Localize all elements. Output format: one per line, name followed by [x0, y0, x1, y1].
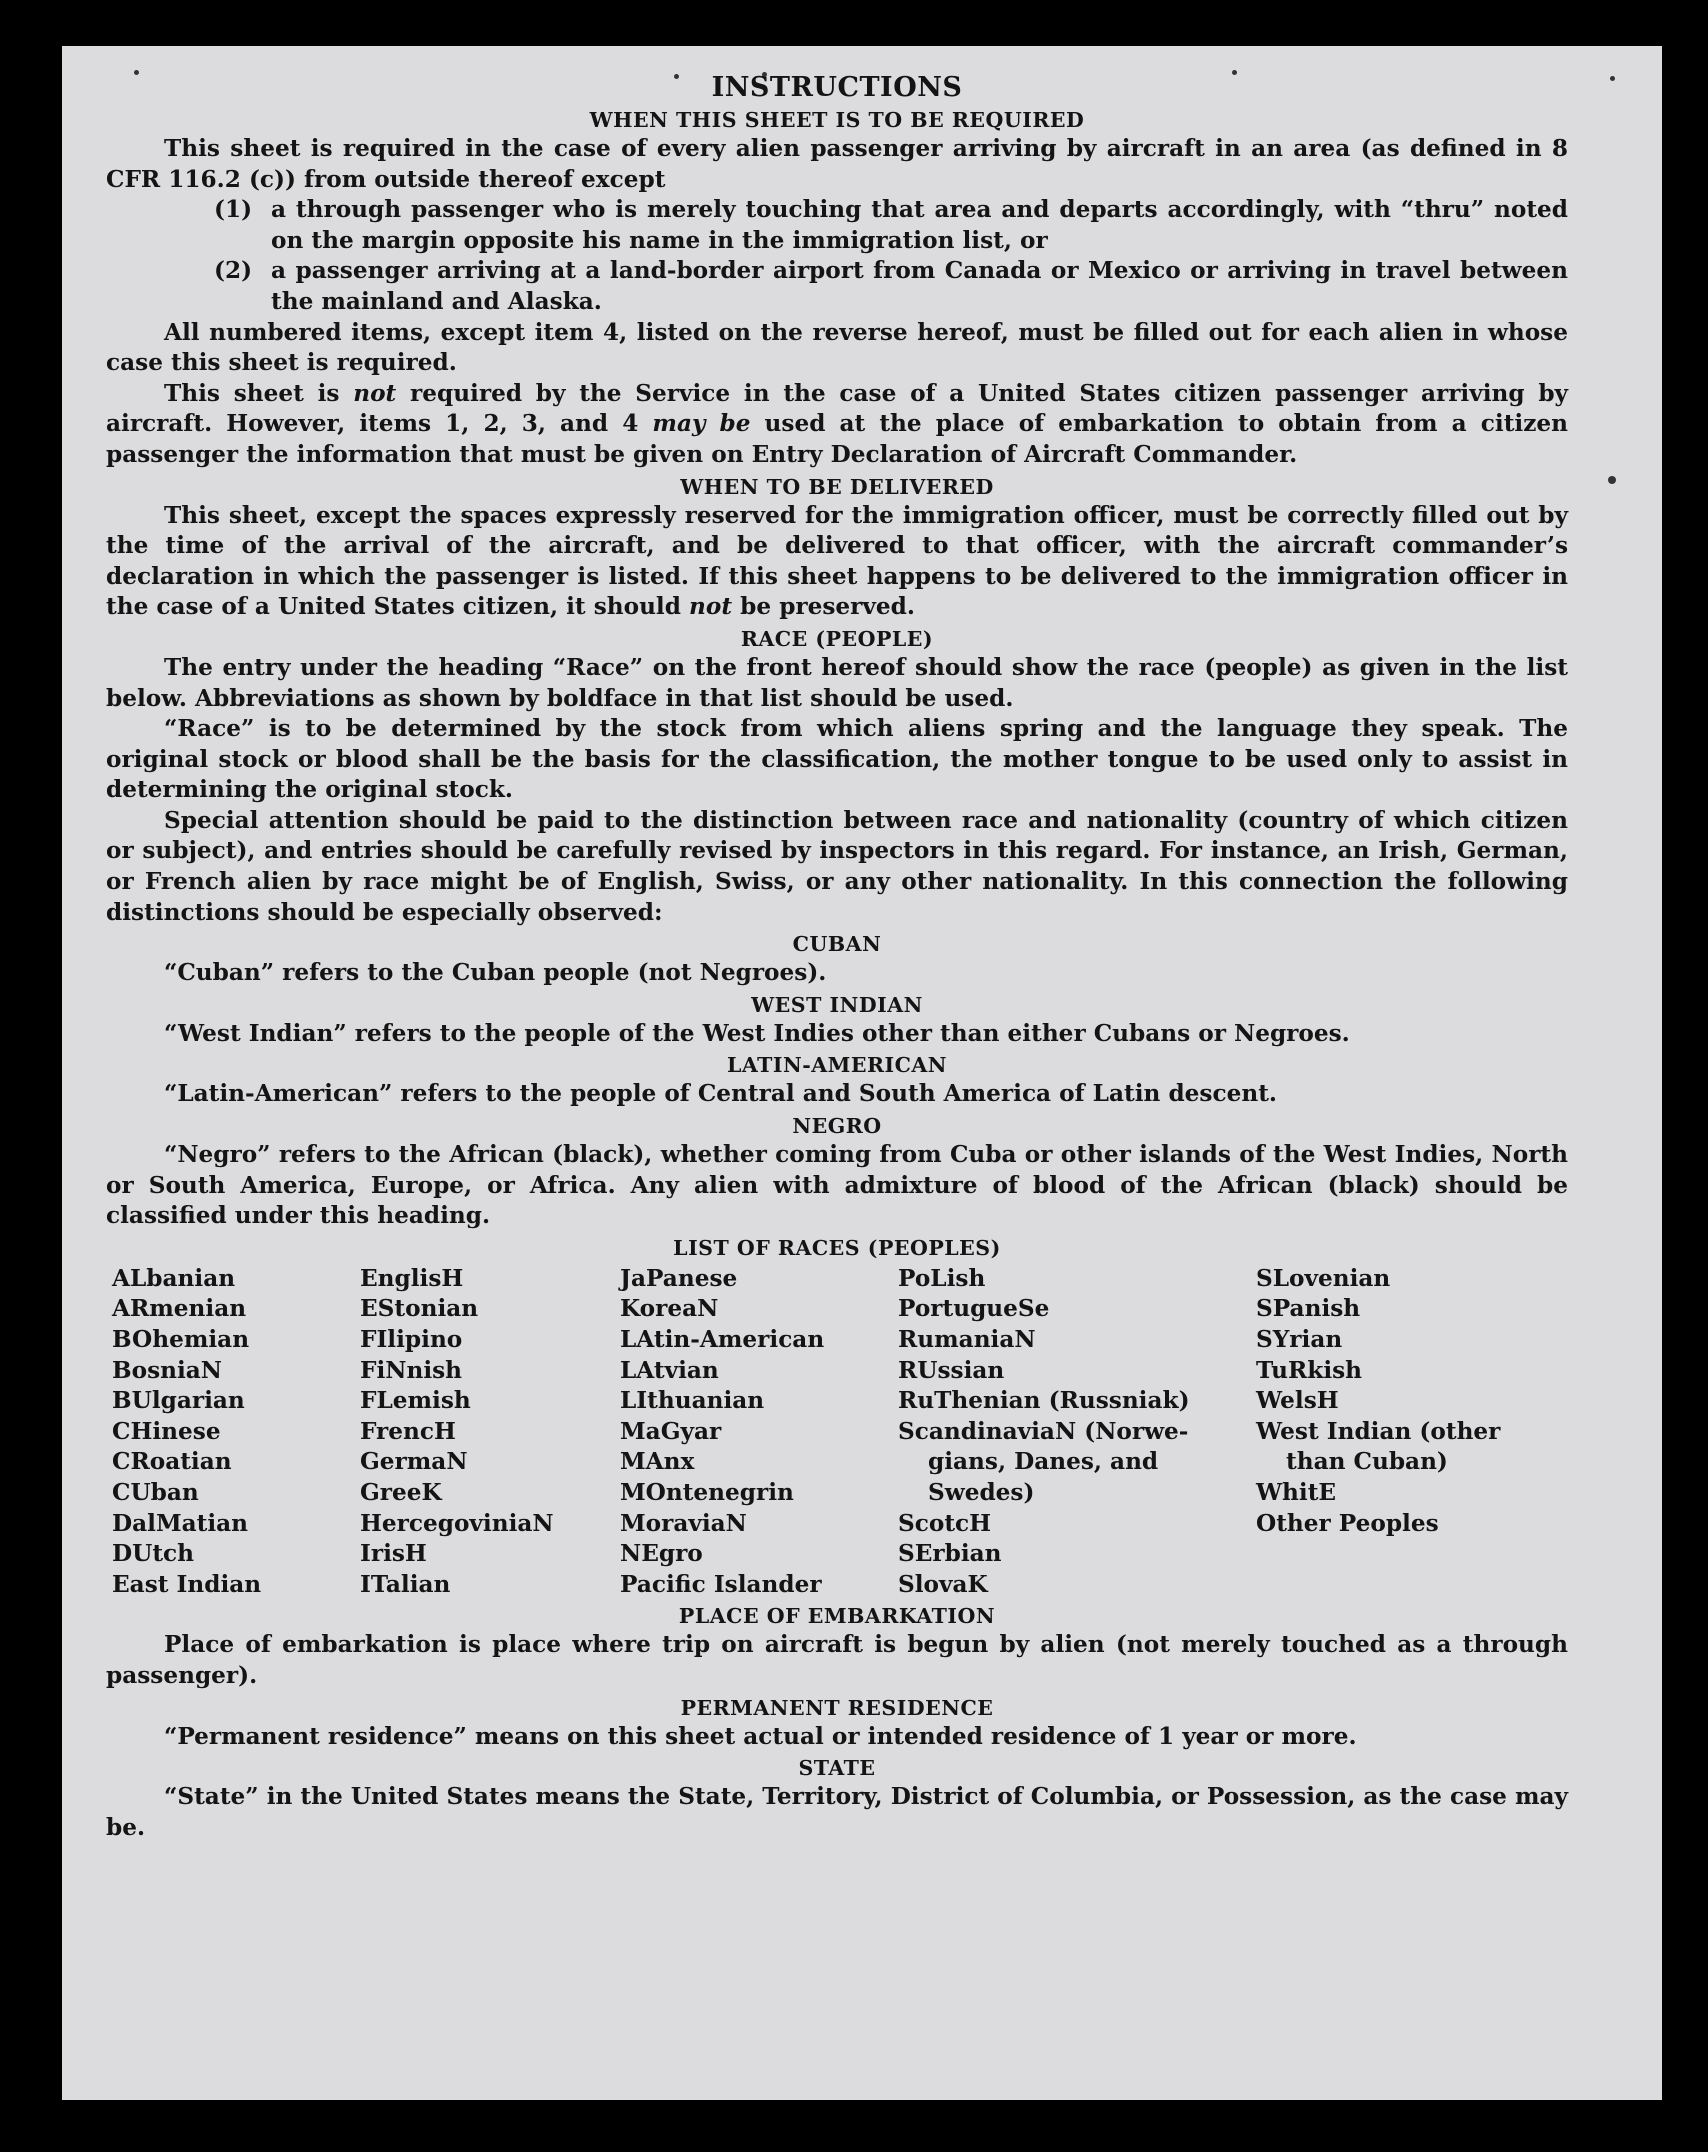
race-entry: KoreaN: [620, 1295, 719, 1323]
text-run: This sheet is: [164, 379, 354, 407]
race-entry: ScandinaviaN (Norwe-: [898, 1417, 1189, 1445]
race-entry: TuRkish: [1256, 1356, 1363, 1384]
race-entry: WhitE: [1256, 1478, 1337, 1506]
race-entry: FrencH: [360, 1417, 456, 1445]
race-entry: NEgro: [620, 1540, 703, 1568]
race-entry: MOntenegrin: [620, 1478, 794, 1506]
race-entry: WelsH: [1256, 1387, 1339, 1415]
heading-required: WHEN THIS SHEET IS TO BE REQUIRED: [589, 108, 1085, 132]
text-run: used at the place of embarkation to obtain from a citizen passenger the information that must be given on Entry Declaration of Aircraft Commander.: [106, 410, 1568, 468]
race-entry: IrisH: [360, 1540, 427, 1568]
races-group: [1256, 1478, 1568, 1539]
heading-embarkation: PLACE OF EMBARKATION: [678, 1604, 996, 1629]
races-column-4: [898, 1264, 1256, 1601]
race-paragraph-3: Special attention should be paid to the distinction between race and nationality (country of which citizen or subject), and entries should be carefully revised by inspectors in this regard. For instance, an Irish, German, or French alien by race might be of English, Swiss, or any other nationality. In this connection the following distinctions should be especially observed:: [106, 806, 1568, 926]
race-entry: than Cuban): [1286, 1448, 1448, 1476]
race-entry: MoraviaN: [620, 1509, 747, 1537]
race-entry: East Indian: [112, 1570, 262, 1598]
race-entry: RUssian: [898, 1356, 1005, 1384]
embarkation-text: Place of embarkation is place where trip on aircraft is begun by alien (not merely touched as a through passenger).: [106, 1631, 1568, 1689]
emphasis-not: not: [689, 593, 733, 621]
emphasis-not: not: [353, 379, 397, 407]
race-entry: MaGyar: [620, 1417, 722, 1445]
race-entry: PortugueSe: [898, 1295, 1050, 1323]
text-run: This sheet, except the spaces expressly reserved for the immigration officer, must be correctly filled out by the time of the arrival of the aircraft, and be delivered to that officer, with the aircraft commander’s declaration in which the passenger is listed. If this sheet happens to be delivered to the immigration officer in the case of a United States citizen, it should: [106, 501, 1568, 621]
race-entry: BosniaN: [112, 1356, 223, 1384]
race-entry: EStonian: [360, 1295, 479, 1323]
citizen-paragraph: [106, 379, 1568, 471]
race-entry: CRoatian: [112, 1448, 232, 1476]
heading-delivered: WHEN TO BE DELIVERED: [680, 474, 994, 499]
race-entry: CUban: [112, 1478, 199, 1506]
state-text: “State” in the United States means the State, Territory, District of Columbia, or Possession, as the case may be.: [106, 1783, 1569, 1841]
exception-item-2: [106, 256, 1568, 317]
latin-american-text: “Latin-American” refers to the people of Central and South America of Latin descent.: [164, 1080, 1277, 1108]
races-list: [106, 1264, 1568, 1601]
race-entry: LAtin-American: [620, 1326, 825, 1353]
speck: [1608, 476, 1616, 484]
races-group: [898, 1509, 1256, 1601]
heading-permanent-residence: PERMANENT RESIDENCE: [680, 1695, 994, 1720]
races-column-2: [360, 1264, 620, 1601]
race-entry: ScotcH: [898, 1509, 992, 1537]
heading-list-of-races: LIST OF RACES (PEOPLES): [673, 1235, 1001, 1260]
permanent-residence-text: “Permanent residence” means on this sheet actual or intended residence of 1 year or more.: [164, 1722, 1357, 1750]
numbered-items-paragraph: All numbered items, except item 4, listed on the reverse hereof, must be filled out for each alien in whose case this sheet is required.: [106, 318, 1568, 377]
races-group: [1256, 1264, 1568, 1448]
race-entry: RuThenian (Russniak): [898, 1387, 1190, 1415]
cuban-text: “Cuban” refers to the Cuban people (not Negroes).: [164, 959, 827, 987]
races-group: [898, 1264, 1256, 1448]
heading-race: RACE (PEOPLE): [740, 626, 934, 651]
heading-latin-american: LATIN-AMERICAN: [726, 1053, 948, 1078]
race-entry: DUtch: [112, 1540, 195, 1568]
race-entry: GreeK: [360, 1478, 442, 1506]
race-entry: EnglisH: [360, 1264, 464, 1292]
instructions-content: [106, 72, 1568, 1843]
delivered-paragraph: [106, 501, 1568, 623]
race-entry: ITalian: [360, 1570, 451, 1598]
race-entry: LIthuanian: [620, 1387, 765, 1415]
race-entry: SlovaK: [898, 1570, 988, 1598]
item-text: a passenger arriving at a land-border airport from Canada or Mexico or arriving in travel between the mainland and Alaska.: [271, 257, 1568, 315]
speck: [1610, 76, 1615, 81]
race-entry: SYrian: [1256, 1326, 1343, 1353]
race-entry: FIlipino: [360, 1326, 463, 1353]
text-run: required by the Service in the case of a United States citizen passenger arriving by aircraft. However, items 1, 2, 3, and 4: [106, 379, 1569, 438]
races-column-3: [620, 1264, 898, 1601]
race-entry: LAtvian: [620, 1356, 719, 1384]
race-entry: GermaN: [360, 1448, 468, 1476]
heading-negro: NEGRO: [792, 1114, 882, 1139]
race-entry: BUlgarian: [112, 1387, 245, 1415]
page-title: INSTRUCTIONS: [711, 72, 963, 103]
races-column-1: [106, 1264, 360, 1601]
race-entry: SErbian: [898, 1540, 1002, 1568]
races-column-5: [1256, 1264, 1568, 1601]
race-paragraph-2: “Race” is to be determined by the stock from which aliens spring and the language they speak. The original stock or blood shall be the basis for the classification, the mother tongue to be used only to assist in determining the original stock.: [106, 715, 1568, 804]
race-entry: CHinese: [112, 1417, 221, 1445]
west-indian-text: “West Indian” refers to the people of the West Indies other than either Cubans or Negroes.: [164, 1019, 1350, 1047]
race-entry: ARmenian: [112, 1295, 247, 1323]
race-entry: West Indian (other: [1256, 1417, 1501, 1445]
emphasis-may-be: may be: [652, 410, 751, 438]
race-entry: FLemish: [360, 1387, 471, 1415]
negro-text: “Negro” refers to the African (black), whether coming from Cuba or other islands of the West Indies, North or South America, Europe, or Africa. Any alien with admixture of blood of the African (black) should be classified under this heading.: [106, 1141, 1568, 1230]
heading-west-indian: WEST INDIAN: [751, 992, 923, 1017]
race-entry: Pacific Islander: [620, 1570, 822, 1598]
race-entry: ALbanian: [112, 1264, 236, 1292]
heading-cuban: CUBAN: [792, 932, 882, 957]
races-continuation: [1256, 1447, 1568, 1478]
race-entry: DalMatian: [112, 1509, 249, 1537]
required-intro: This sheet is required in the case of every alien passenger arriving by aircraft in an area (as defined in 8 CFR 116.2 (c)) from outside thereof except: [106, 135, 1568, 193]
race-entry: MAnx: [620, 1448, 695, 1476]
exception-item-1: [106, 195, 1568, 256]
race-paragraph-1: The entry under the heading “Race” on the front hereof should show the race (people) as given in the list below. Abbreviations as shown by boldface in that list should be used.: [106, 653, 1568, 712]
race-entry: gians, Danes, and: [928, 1448, 1159, 1476]
race-entry: JaPanese: [620, 1264, 738, 1292]
text-run: be preserved.: [732, 593, 915, 621]
race-entry: SPanish: [1256, 1295, 1361, 1323]
race-entry: FiNnish: [360, 1356, 463, 1384]
heading-state: STATE: [798, 1756, 876, 1781]
race-entry: BOhemian: [112, 1326, 250, 1353]
race-entry: Other Peoples: [1256, 1509, 1439, 1537]
race-entry: HercegoviniaN: [360, 1509, 554, 1537]
item-number: (1): [214, 196, 253, 224]
race-entry: SLovenian: [1256, 1264, 1391, 1292]
races-continuation: [898, 1447, 1256, 1508]
race-entry: PoLish: [898, 1264, 986, 1292]
race-entry: RumaniaN: [898, 1326, 1036, 1353]
race-entry: Swedes): [928, 1478, 1035, 1506]
item-text: a through passenger who is merely touching that area and departs accordingly, with “thru” noted on the margin opposite his name in the immigration list, or: [271, 196, 1568, 254]
item-number: (2): [214, 257, 253, 285]
